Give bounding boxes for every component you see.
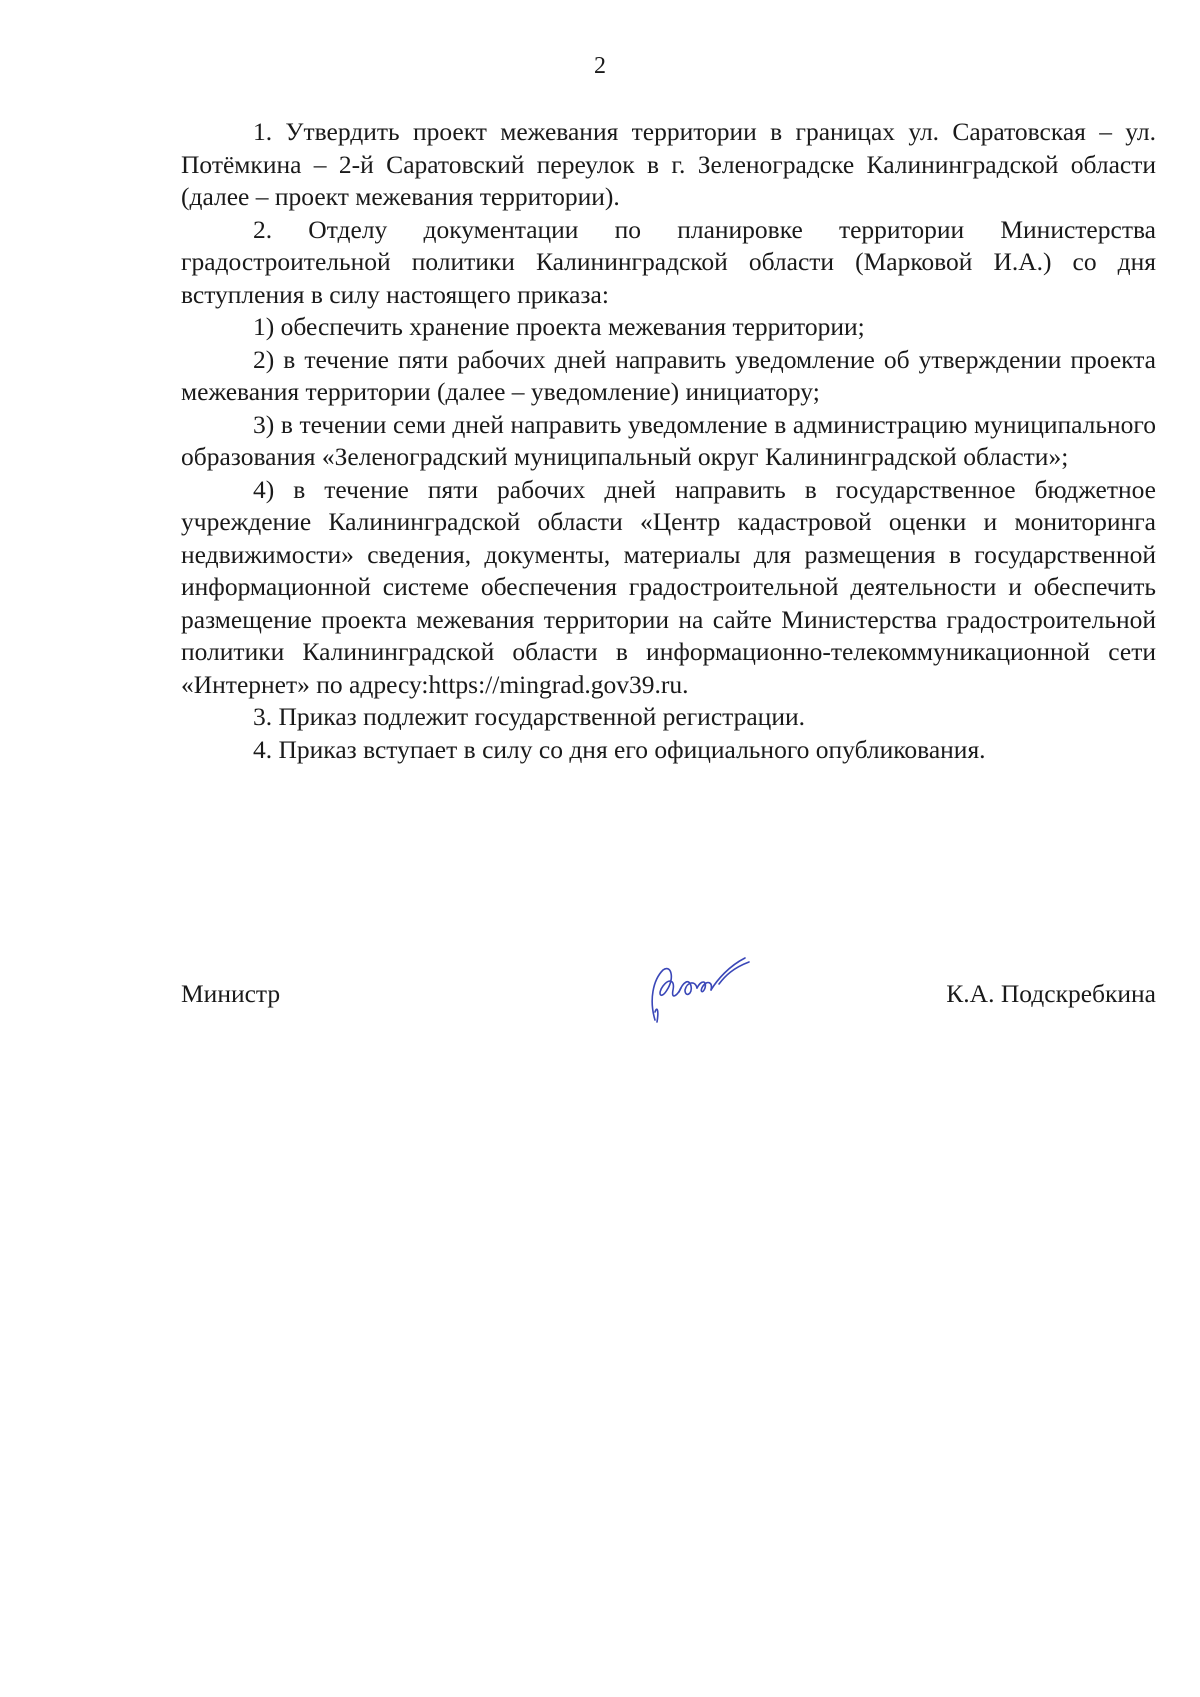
paragraph-item-2-notify-initiator: 2) в течение пяти рабочих дней направить уведомление об утверждении проекта межевания территории (далее – уведомление) инициатору; [181, 344, 1156, 406]
paragraph-item-3-notify-administration: 3) в течении семи дней направить уведомление в администрацию муниципального образования «Зеленоградский муниципальный округ Калининградской области»; [181, 409, 1156, 471]
page-number: 2 [594, 53, 606, 79]
paragraph-item-1-storage: 1) обеспечить хранение проекта межевания территории; [253, 312, 865, 341]
paragraph-state-registration: 3. Приказ подлежит государственной регистрации. [253, 702, 805, 731]
signer-name: К.А. Подскребкина [946, 979, 1156, 1008]
handwritten-signature [645, 950, 755, 1030]
signer-position: Министр [181, 979, 281, 1008]
paragraph-approve-project: 1. Утвердить проект межевания территории в границах ул. Саратовская – ул. Потёмкина – 2-й Саратовский переулок в г. Зеленоградске Калининградской области (далее – проект межевания территории). [181, 117, 1156, 211]
paragraph-entry-into-force: 4. Приказ вступает в силу со дня его официального опубликования. [253, 734, 986, 764]
paragraph-item-4-publication: 4) в течение пяти рабочих дней направить в государственное бюджетное учреждение Калининградской области «Центр кадастровой оценки и мониторинга недвижимости» сведения, документы, материалы для размещения в государственной информационной системе обеспечения градостроительной деятельности и обеспечить размещение проекта межевания территории на сайте Министерства градостроительной политики Калининградской области в информационно-телекоммуникационной сети «Интернет» по адресу:https://mingrad.gov39.ru. [181, 474, 1156, 699]
order-body [181, 116, 1156, 766]
paragraph-department-instructions: 2. Отделу документации по планировке территории Министерства градостроительной политики Калининградской области (Марковой И.А.) со дня вступления в силу настоящего приказа: [181, 214, 1156, 309]
